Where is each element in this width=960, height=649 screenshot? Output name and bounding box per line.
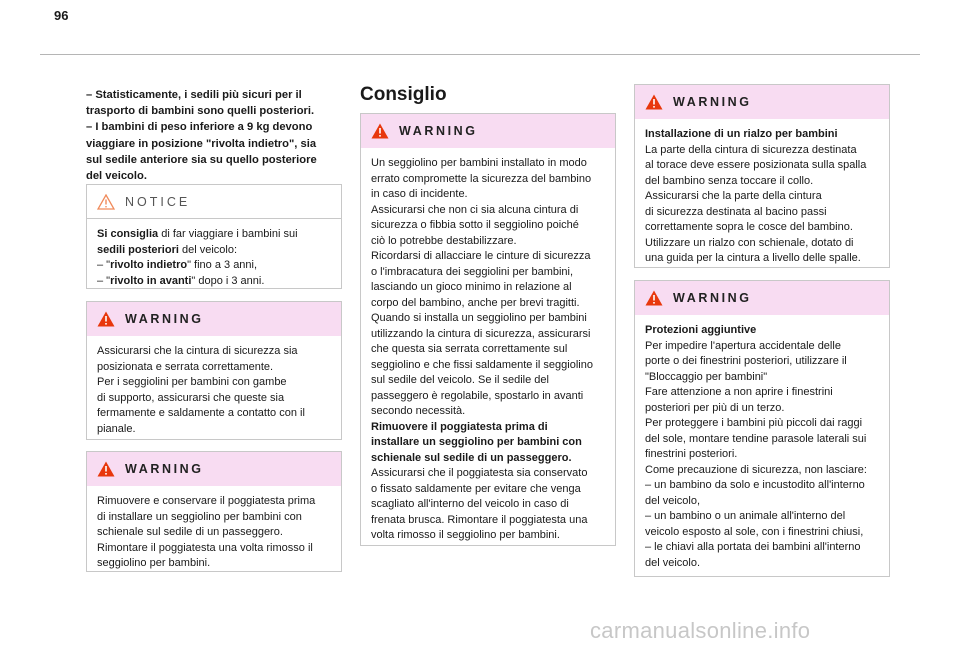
warning-line: del bambino senza toccare il collo. (645, 174, 814, 187)
intro-line: del veicolo. (86, 170, 147, 183)
notice-line (97, 227, 331, 243)
notice-header (87, 185, 341, 219)
notice-body (87, 219, 341, 289)
warning-header (635, 281, 889, 315)
warning-line: Come precauzione di sicurezza, non lasciare: (645, 463, 867, 476)
warning-line: Assicurarsi che la cintura di sicurezza sia (97, 345, 298, 357)
warning-line: schienale sul sedile di un passeggero. (97, 526, 283, 538)
header-divider (40, 54, 920, 55)
notice-box (86, 184, 342, 289)
intro-line: sul sedile anteriore sia su quello posteriore (86, 153, 317, 166)
notice-text: del veicolo: (178, 243, 238, 256)
intro-text (86, 87, 346, 184)
warning-line: frenata brusca. Rimontare il poggiatesta una (371, 513, 588, 526)
warning-label: WARNING (125, 462, 204, 476)
warning-bold-line: schienale sul sedile di un passeggero. (371, 451, 572, 464)
warning-label: WARNING (125, 312, 204, 326)
warning-line: volta rimosso il seggiolino per bambini. (371, 529, 560, 541)
warning-line: pianale. (97, 422, 136, 435)
warning-line: – un bambino da solo e incustodito all'interno (645, 479, 865, 491)
warning-triangle-icon (97, 461, 115, 477)
warning-header (635, 85, 889, 119)
warning-bold-line: Installazione di un rialzo per bambini (645, 128, 838, 140)
warning-line: correttamente sopra le cosce del bambino. (645, 221, 853, 233)
warning-label: WARNING (673, 95, 752, 109)
warning-box (634, 84, 890, 268)
warning-header (361, 114, 615, 148)
warning-body (635, 315, 889, 571)
warning-line: Un seggiolino per bambini installato in modo (371, 157, 587, 169)
warning-line: ciò lo potrebbe destabilizzare. (371, 234, 517, 247)
warning-line: del sole, montare tendine parasole laterali sui (645, 432, 867, 445)
warning-line: "Bloccaggio per bambini" (645, 370, 768, 383)
warning-body (361, 148, 615, 544)
warning-line: Per i seggiolini per bambini con gambe (97, 376, 287, 388)
warning-triangle-icon (97, 311, 115, 327)
warning-line: lasciando un gioco minimo in relazione al (371, 281, 572, 293)
warning-line: posizionata e serrata correttamente. (97, 360, 274, 373)
notice-text: – " (97, 274, 111, 287)
warning-line: Ricordarsi di allacciare le cinture di sicurezza (371, 250, 591, 262)
warning-line: Assicurarsi che la parte della cintura (645, 190, 822, 202)
warning-header (87, 452, 341, 486)
warning-line: in caso di incidente. (371, 188, 468, 200)
warning-bold-line: Protezioni aggiuntive (645, 324, 757, 336)
warning-line: una guida per la cintura a livello delle spalle. (645, 252, 861, 264)
page-number: 96 (54, 8, 69, 23)
warning-header (87, 302, 341, 336)
notice-bold: sedili posteriori (97, 243, 179, 256)
warning-label: WARNING (673, 291, 752, 305)
section-title: Consiglio (360, 84, 447, 105)
warning-line: sul sedile del veicolo. Se il sedile del (371, 374, 549, 386)
warning-line: corpo del bambino, anche per brevi tragitti. (371, 296, 580, 309)
warning-line: Utilizzare un rialzo con schienale, dotato di (645, 236, 854, 249)
warning-line: passeggero è regolabile, spostarlo in avanti (371, 389, 584, 402)
warning-line: che questa sia serrata correttamente sul (371, 343, 568, 355)
notice-text: – " (97, 259, 111, 271)
warning-line: Assicurarsi che non ci sia alcuna cintura di (371, 203, 579, 216)
warning-line: scagliato all'interno del veicolo in caso di (371, 498, 569, 510)
warning-line: sicurezza o fibbia sotto il seggiolino poiché (371, 219, 579, 231)
warning-box (86, 301, 342, 440)
intro-line: trasporto di bambini sono quelli posteriori. (86, 105, 315, 118)
notice-line (97, 274, 331, 290)
notice-bold: rivolto indietro (110, 259, 188, 271)
warning-line: seggiolino e che fissi saldamente il seggiolino (371, 358, 593, 371)
notice-line (97, 243, 331, 259)
warning-line: seggiolino per bambini. (97, 557, 211, 569)
warning-line: porte o dei finestrini posteriori, utilizzare il (645, 355, 847, 367)
warning-bold-line: Rimuovere il poggiatesta prima di (371, 420, 548, 433)
intro-line: viaggiare in posizione "rivolta indietro", sia (86, 137, 317, 150)
warning-bold-line: installare un seggiolino per bambini con (371, 436, 582, 448)
warning-box (86, 451, 342, 572)
warning-line: Per impedire l'apertura accidentale delle (645, 339, 841, 352)
watermark[interactable]: carmanualsonline.info (590, 618, 811, 643)
warning-line: Rimuovere e conservare il poggiatesta prima (97, 495, 316, 507)
warning-line: Rimontare il poggiatesta una volta rimosso il (97, 541, 313, 554)
intro-line: – I bambini di peso inferiore a 9 kg devono (86, 121, 313, 134)
warning-line: – un bambino o un animale all'interno del (645, 510, 846, 522)
warning-line: di installare un seggiolino per bambini con (97, 510, 302, 523)
notice-text: " fino a 3 anni, (187, 259, 258, 271)
warning-line: o fissato saldamente per evitare che venga (371, 482, 581, 495)
warning-triangle-icon (645, 290, 663, 306)
warning-triangle-icon (645, 94, 663, 110)
warning-triangle-icon (371, 123, 389, 139)
notice-text: " dopo i 3 anni. (191, 274, 265, 287)
warning-line: Fare attenzione a non aprire i finestrini (645, 386, 833, 398)
warning-box (360, 113, 616, 546)
warning-line: del veicolo, (645, 494, 701, 507)
warning-line: veicolo esposto al sole, con i finestrini chiusi, (645, 525, 864, 538)
warning-line: finestrini posteriori. (645, 448, 738, 460)
notice-bold: Si consiglia (97, 228, 159, 240)
warning-line: del veicolo. (645, 556, 701, 569)
warning-line: La parte della cintura di sicurezza destinata (645, 143, 857, 156)
notice-line (97, 258, 331, 274)
warning-line: Quando si installa un seggiolino per bambini (371, 312, 587, 324)
warning-line: Assicurarsi che il poggiatesta sia conservato (371, 467, 588, 479)
warning-body (87, 336, 341, 437)
warning-line: posteriori per più di un terzo. (645, 401, 785, 414)
warning-line: di sicurezza destinata al bacino passi (645, 205, 827, 218)
warning-line: errato compromette la sicurezza del bambino (371, 172, 592, 185)
notice-bold: rivolto in avanti (110, 274, 192, 287)
notice-label: NOTICE (125, 194, 191, 209)
notice-text: di far viaggiare i bambini sui (158, 228, 298, 240)
warning-line: al torace deve essere posizionata sulla spalla (645, 159, 867, 171)
notice-triangle-icon (97, 194, 115, 210)
warning-line: fermamente e saldamente a contatto con il (97, 407, 305, 419)
warning-box (634, 280, 890, 577)
warning-line: utilizzando la cintura di sicurezza, assicurarsi (371, 327, 591, 340)
warning-body (635, 119, 889, 267)
warning-label: WARNING (399, 124, 478, 138)
warning-body (87, 486, 341, 572)
warning-line: secondo necessità. (371, 405, 466, 417)
intro-line: – Statisticamente, i sedili più sicuri per il (86, 89, 302, 101)
warning-line: o l'imbracatura dei seggiolini per bambini, (371, 265, 574, 278)
warning-line: Per proteggere i bambini più piccoli dai raggi (645, 417, 863, 429)
warning-line: di supporto, assicurarsi che queste sia (97, 391, 285, 404)
warning-line: – le chiavi alla portata dei bambini all'interno (645, 541, 861, 553)
